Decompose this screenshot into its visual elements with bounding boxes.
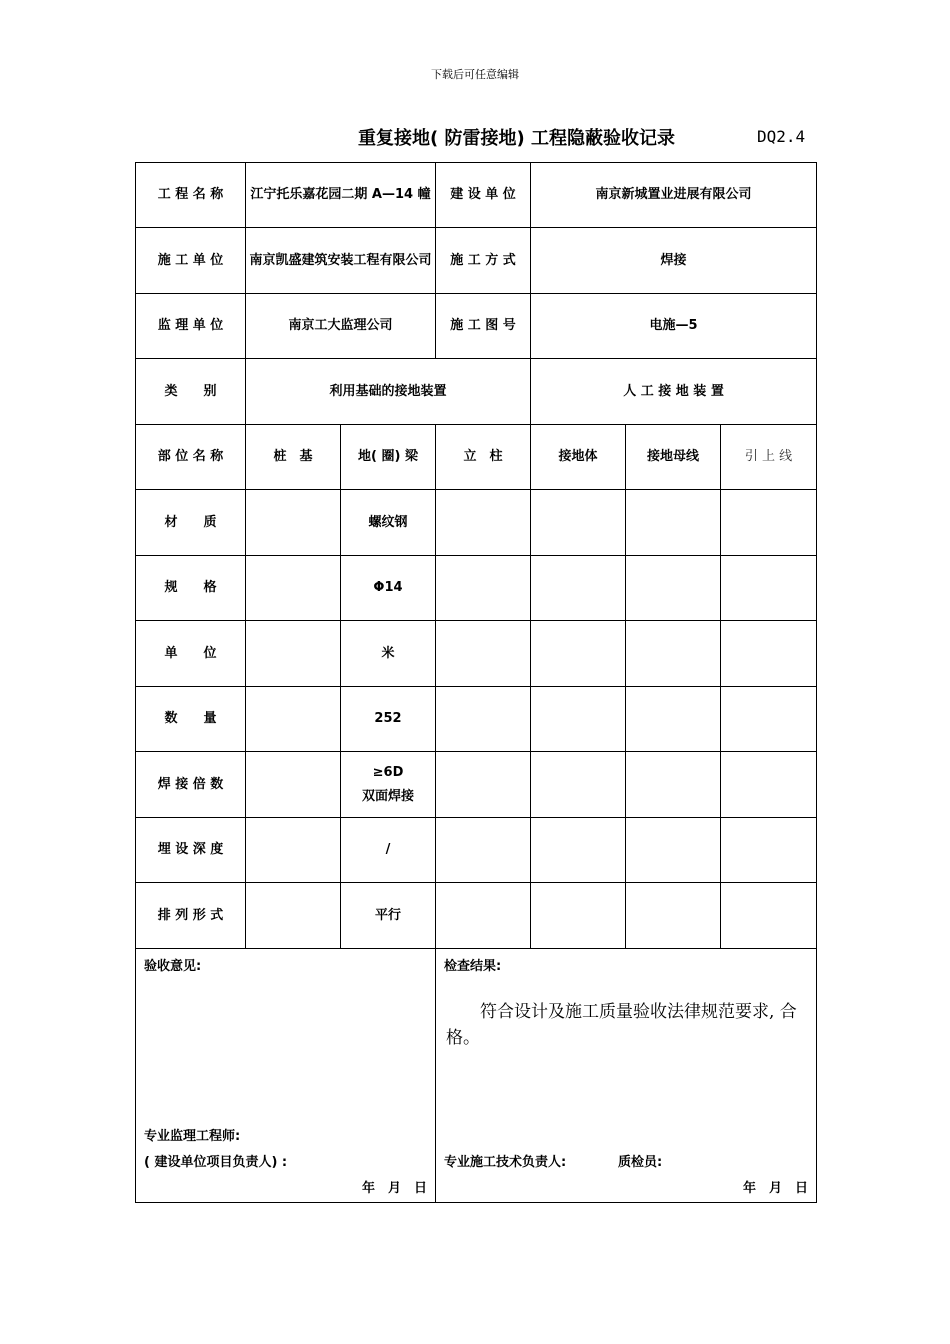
tech-lead-label: 专业施工技术负责人: (444, 1155, 567, 1170)
weld-multiple-ring-beam (341, 752, 436, 818)
inspection-date: 年 月 日 (743, 1181, 809, 1196)
unit-ring-beam: 米 (341, 621, 436, 687)
quality-inspector-label: 质检员: (618, 1155, 663, 1170)
arrangement-ring-beam: 平行 (341, 883, 436, 949)
weld-multiple-type: 双面焊接 (361, 788, 414, 804)
drawing-value: 电施—5 (531, 294, 817, 359)
row-weld-multiple (136, 752, 817, 818)
arrangement-column (436, 883, 531, 949)
unit-pile (246, 621, 341, 687)
arrangement-ground-busbar (626, 883, 721, 949)
form-code: DQ2.4 (757, 127, 806, 146)
category-label: 类 别 (136, 359, 246, 425)
acceptance-opinion-label: 验收意见: (144, 959, 202, 974)
unit-down-conductor (721, 621, 817, 687)
burial-depth-ground-body (531, 818, 626, 883)
method-label: 施 工 方 式 (436, 228, 531, 294)
arrangement-down-conductor (721, 883, 817, 949)
burial-depth-ground-busbar (626, 818, 721, 883)
weld-multiple-ground-busbar (626, 752, 721, 818)
quantity-ring-beam: 252 (341, 687, 436, 752)
row-quantity (136, 687, 817, 752)
col-down-conductor: 引 上 线 (721, 425, 817, 490)
page-title: 重复接地( 防雷接地) 工程隐蔽验收记录 (358, 128, 675, 149)
material-column (436, 490, 531, 556)
quantity-column (436, 687, 531, 752)
quantity-ground-body (531, 687, 626, 752)
row-location-names (136, 425, 817, 490)
weld-multiple-ratio: ≥6D (372, 765, 404, 781)
arrangement-label: 排 列 形 式 (136, 883, 246, 949)
arrangement-pile (246, 883, 341, 949)
unit-ground-busbar (626, 621, 721, 687)
col-ground-body: 接地体 (531, 425, 626, 490)
row-supervisor (136, 294, 817, 359)
method-value: 焊接 (531, 228, 817, 294)
material-ring-beam: 螺纹钢 (341, 490, 436, 556)
burial-depth-pile (246, 818, 341, 883)
project-name-label: 工 程 名 称 (136, 163, 246, 228)
weld-multiple-ground-body (531, 752, 626, 818)
inspection-result-text: 符合设计及施工质量验收法律规范要求, 合格。 (446, 1002, 797, 1048)
burial-depth-ring-beam: / (341, 818, 436, 883)
inspection-result-section (436, 949, 817, 1203)
project-name-value: 江宁托乐嘉花园二期 A—14 幢 (246, 163, 436, 228)
row-unit (136, 621, 817, 687)
col-ground-busbar: 接地母线 (626, 425, 721, 490)
quantity-label: 数 量 (136, 687, 246, 752)
row-contractor (136, 228, 817, 294)
category-foundation: 利用基础的接地装置 (246, 359, 531, 425)
material-label: 材 质 (136, 490, 246, 556)
weld-multiple-label: 焊 接 倍 数 (136, 752, 246, 818)
download-note: 下载后可任意编辑 (431, 68, 519, 81)
builder-label: 建 设 单 位 (436, 163, 531, 228)
row-project (136, 163, 817, 228)
builder-value: 南京新城置业进展有限公司 (531, 163, 817, 228)
spec-label: 规 格 (136, 556, 246, 621)
unit-column (436, 621, 531, 687)
row-category (136, 359, 817, 425)
col-pile: 桩 基 (246, 425, 341, 490)
acceptance-opinion-section (136, 949, 436, 1203)
acceptance-date: 年 月 日 (361, 1181, 427, 1196)
unit-ground-body (531, 621, 626, 687)
burial-depth-label: 埋 设 深 度 (136, 818, 246, 883)
spec-ring-beam: Φ14 (341, 556, 436, 621)
contractor-value: 南京凯盛建筑安装工程有限公司 (246, 228, 436, 294)
row-opinions (136, 949, 817, 1203)
burial-depth-column (436, 818, 531, 883)
acceptance-record-table (135, 162, 817, 1203)
weld-multiple-column (436, 752, 531, 818)
row-burial-depth (136, 818, 817, 883)
inspection-result-label: 检查结果: (444, 959, 502, 974)
spec-down-conductor (721, 556, 817, 621)
material-pile (246, 490, 341, 556)
weld-multiple-pile (246, 752, 341, 818)
location-label: 部 位 名 称 (136, 425, 246, 490)
spec-ground-body (531, 556, 626, 621)
quantity-down-conductor (721, 687, 817, 752)
material-ground-body (531, 490, 626, 556)
supervising-engineer-label: 专业监理工程师: (144, 1129, 241, 1144)
unit-label: 单 位 (136, 621, 246, 687)
material-down-conductor (721, 490, 817, 556)
col-ring-beam: 地( 圈) 梁 (341, 425, 436, 490)
quantity-pile (246, 687, 341, 752)
material-ground-busbar (626, 490, 721, 556)
quantity-ground-busbar (626, 687, 721, 752)
owner-lead-label: ( 建设单位项目负责人) : (144, 1155, 288, 1170)
contractor-label: 施 工 单 位 (136, 228, 246, 294)
col-column: 立 柱 (436, 425, 531, 490)
burial-depth-down-conductor (721, 818, 817, 883)
weld-multiple-down-conductor (721, 752, 817, 818)
arrangement-ground-body (531, 883, 626, 949)
spec-ground-busbar (626, 556, 721, 621)
row-arrangement (136, 883, 817, 949)
supervisor-label: 监 理 单 位 (136, 294, 246, 359)
spec-pile (246, 556, 341, 621)
drawing-label: 施 工 图 号 (436, 294, 531, 359)
spec-column (436, 556, 531, 621)
row-material (136, 490, 817, 556)
category-artificial: 人 工 接 地 装 置 (531, 359, 817, 425)
supervisor-value: 南京工大监理公司 (246, 294, 436, 359)
row-spec (136, 556, 817, 621)
